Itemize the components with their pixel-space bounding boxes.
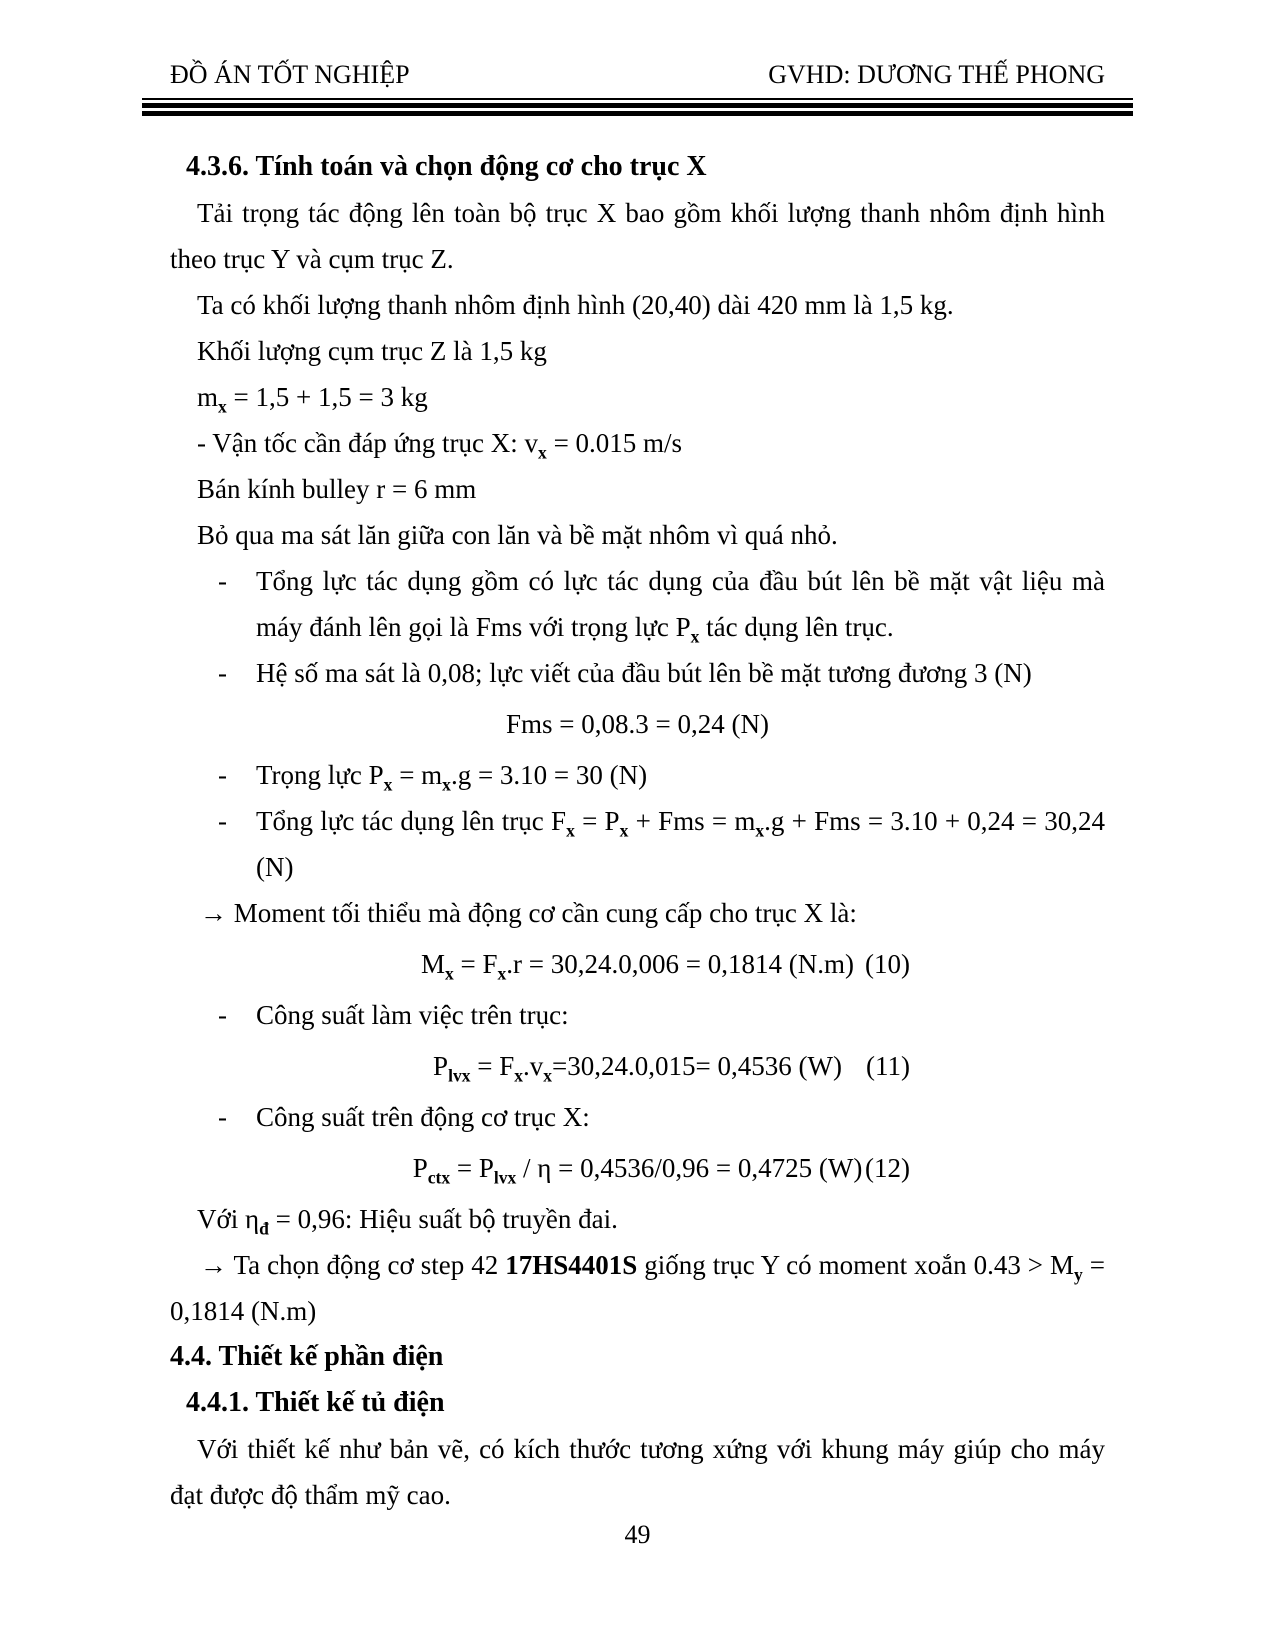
list-marker: - (218, 806, 227, 836)
equation: $P_{ctx} = P_{lvx} / \eta = 0,4536/0,96 = 0,4725$ (W) (12) (170, 1145, 1105, 1191)
list-item-text: Tổng lực tác dụng lên trục $F_x = P_x$ + Fms = $m_x.g$ + Fms = 3.10 + 0,24 = 30,24 (N) (256, 806, 1106, 882)
equation: Fms = 0,08.3 = 0,24 (N) (506, 709, 769, 739)
subsection-heading: 4.4.1. Thiết kế tủ điện (186, 1387, 445, 1418)
list-item-text: Hệ số ma sát là 0,08; lực viết của đầu bút lên bề mặt tương đương 3 (N) (256, 658, 1032, 688)
page-number: 49 (624, 1520, 651, 1549)
list-item-text: Công suất làm việc trên trục: (256, 1000, 569, 1030)
header-rule-thin-line (142, 98, 1133, 100)
paragraph: $m_x = 1,5 + 1,5 = 3$ kg (197, 382, 428, 417)
paragraph: Tải trọng tác động lên toàn bộ trục X bao gồm khối lượng thanh nhôm định hình theo trục Y và cụm trục Z. (170, 198, 1105, 274)
list-item (170, 798, 1105, 890)
arrow-paragraph: → Moment tối thiểu mà động cơ cần cung cấp cho trục X là: (200, 898, 857, 928)
list-item (170, 650, 1105, 696)
paragraph: - Vận tốc cần đáp ứng trục X: $v_x = 0.015$ m/s (197, 428, 683, 463)
header-rule-thick-line-2 (142, 111, 1133, 116)
list-marker: - (218, 566, 227, 596)
list-item (170, 992, 1105, 1038)
paragraph: Bỏ qua ma sát lăn giữa con lăn và bề mặt nhôm vì quá nhỏ. (197, 520, 838, 550)
header-left-text: ĐỒ ÁN TỐT NGHIỆP (170, 60, 410, 89)
list-item (170, 558, 1105, 650)
list-marker: - (218, 658, 227, 688)
paragraph: Với $\eta_đ = 0,96$: Hiệu suất bộ truyền đai. (197, 1204, 618, 1239)
header-right-text: GVHD: DƯƠNG THẾ PHONG (768, 60, 1105, 89)
header-rule-thick-line-1 (142, 103, 1133, 108)
page-header (170, 58, 1105, 92)
paragraph: Bán kính bulley r = 6 mm (197, 474, 477, 504)
section-heading: 4.3.6. Tính toán và chọn động cơ cho trục X (186, 151, 707, 182)
equation-number: (11) (866, 1051, 910, 1081)
equation: $M_x = F_x.r = 30,24.0,006 = 0,1814$ (N.m) (10) (170, 941, 1105, 987)
list-marker: - (218, 760, 227, 790)
section-heading: 4.4. Thiết kế phần điện (170, 1341, 444, 1372)
list-item-text: Công suất trên động cơ trục X: (256, 1102, 590, 1132)
list-item (170, 1094, 1105, 1140)
list-item-text: Trọng lực $P_x = m_x.g = 3.10 = 30$ (N) (256, 760, 648, 795)
list-marker: - (218, 1102, 227, 1132)
equation-number: (12) (865, 1153, 910, 1183)
list-item-text: Tổng lực tác dụng gồm có lực tác dụng của đầu bút lên bề mặt vật liệu mà máy đánh lên gọi là Fms với trọng lực $P_x$ tác dụng lên trục. (256, 566, 1105, 647)
list-item (170, 752, 1105, 798)
paragraph: Với thiết kế như bản vẽ, có kích thước tương xứng với khung máy giúp cho máy đạt được độ thẩm mỹ cao. (170, 1434, 1105, 1510)
equation: $P_{lvx} = F_x.v_x=30,24.0,015= 0,4536$ (W) (11) (170, 1043, 1105, 1089)
header-rule (142, 98, 1133, 116)
list-marker: - (218, 1000, 227, 1030)
equation-number: (10) (865, 949, 910, 979)
paragraph: Khối lượng cụm trục Z là 1,5 kg (197, 336, 547, 366)
document-body (170, 144, 1105, 1518)
paragraph: Ta có khối lượng thanh nhôm định hình (20,40) dài 420 mm là 1,5 kg. (197, 290, 954, 320)
arrow-paragraph: → Ta chọn động cơ step 42 17HS4401S giống trục Y có moment xoắn $0.43 > M_y = 0,1814$ (N.m) (170, 1250, 1105, 1326)
